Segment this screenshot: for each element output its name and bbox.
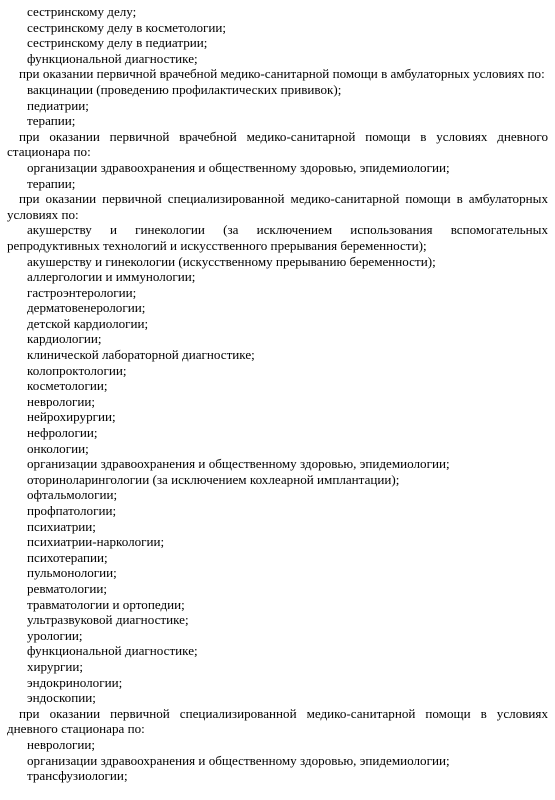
list-item: травматологии и ортопедии; <box>27 596 185 612</box>
list-item: ревматологии; <box>27 580 108 596</box>
list-item: ультразвуковой диагностике; <box>27 612 189 628</box>
list-item: офтальмологии; <box>27 487 118 503</box>
paragraph-specialized-outpatient: при оказании первичной специализированной медико-санитарной помощи в амбулаторных условиях по: <box>7 191 548 222</box>
list-item: организации здравоохранения и общественному здоровью, эпидемиологии; <box>27 752 450 768</box>
list-item: онкологии; <box>27 440 89 456</box>
list-item: пульмонологии; <box>27 565 117 581</box>
list-item: оториноларингологии (за исключением кохлеарной имплантации); <box>27 471 400 487</box>
list-item: детской кардиологии; <box>27 315 149 331</box>
list-item: терапии; <box>27 113 76 129</box>
paragraph-obstetrics: акушерству и гинекологии (за исключением использования вспомогательных репродуктивных технологий и искусственного прерывания беременности); <box>7 222 548 253</box>
paragraph-primary-outpatient: при оказании первичной врачебной медико-санитарной помощи в амбулаторных условиях по: <box>19 66 545 82</box>
list-item: дерматовенерологии; <box>27 300 146 316</box>
list-item: акушерству и гинекологии (искусственному прерыванию беременности); <box>27 253 436 269</box>
list-item: трансфузиологии; <box>27 768 128 784</box>
list-item: педиатрии; <box>27 97 89 113</box>
list-item: клинической лабораторной диагностике; <box>27 347 255 363</box>
list-item: сестринскому делу; <box>27 4 137 19</box>
list-item: вакцинации (проведению профилактических прививок); <box>27 81 342 97</box>
list-item: сестринскому делу в косметологии; <box>27 19 227 35</box>
list-item: кардиологии; <box>27 331 102 347</box>
paragraph-specialized-day-hospital: при оказании первичной специализированной медико-санитарной помощи в условиях дневного стационара по: <box>7 705 548 737</box>
list-item: эндоскопии; <box>27 690 96 706</box>
list-item: неврологии; <box>27 393 96 409</box>
list-item: функциональной диагностике; <box>27 643 198 659</box>
list-item: урологии; <box>27 627 83 643</box>
list-item: гастроэнтерологии; <box>27 284 137 300</box>
list-item: психотерапии; <box>27 549 108 565</box>
list-item: организации здравоохранения и общественному здоровью, эпидемиологии; <box>27 159 450 175</box>
list-item: функциональной диагностике; <box>27 50 198 66</box>
list-item: эндокринологии; <box>27 674 123 690</box>
list-item: нейрохирургии; <box>27 409 116 425</box>
list-item: психиатрии; <box>27 518 96 534</box>
list-item: аллергологии и иммунологии; <box>27 269 196 285</box>
list-item: нефрологии; <box>27 425 98 441</box>
list-item: неврологии; <box>27 736 96 752</box>
list-item: сестринскому делу в педиатрии; <box>27 35 208 51</box>
list-item: хирургии; <box>27 658 84 674</box>
list-item: психиатрии-наркологии; <box>27 534 165 550</box>
list-item: организации здравоохранения и общественному здоровью, эпидемиологии; <box>27 456 450 472</box>
list-item: терапии; <box>27 175 76 191</box>
list-item: колопроктологии; <box>27 362 127 378</box>
list-item: профпатологии; <box>27 503 117 518</box>
list-item: косметологии; <box>27 378 108 394</box>
paragraph-primary-day-hospital: при оказании первичной врачебной медико-санитарной помощи в условиях дневного стационара по: <box>7 128 548 160</box>
